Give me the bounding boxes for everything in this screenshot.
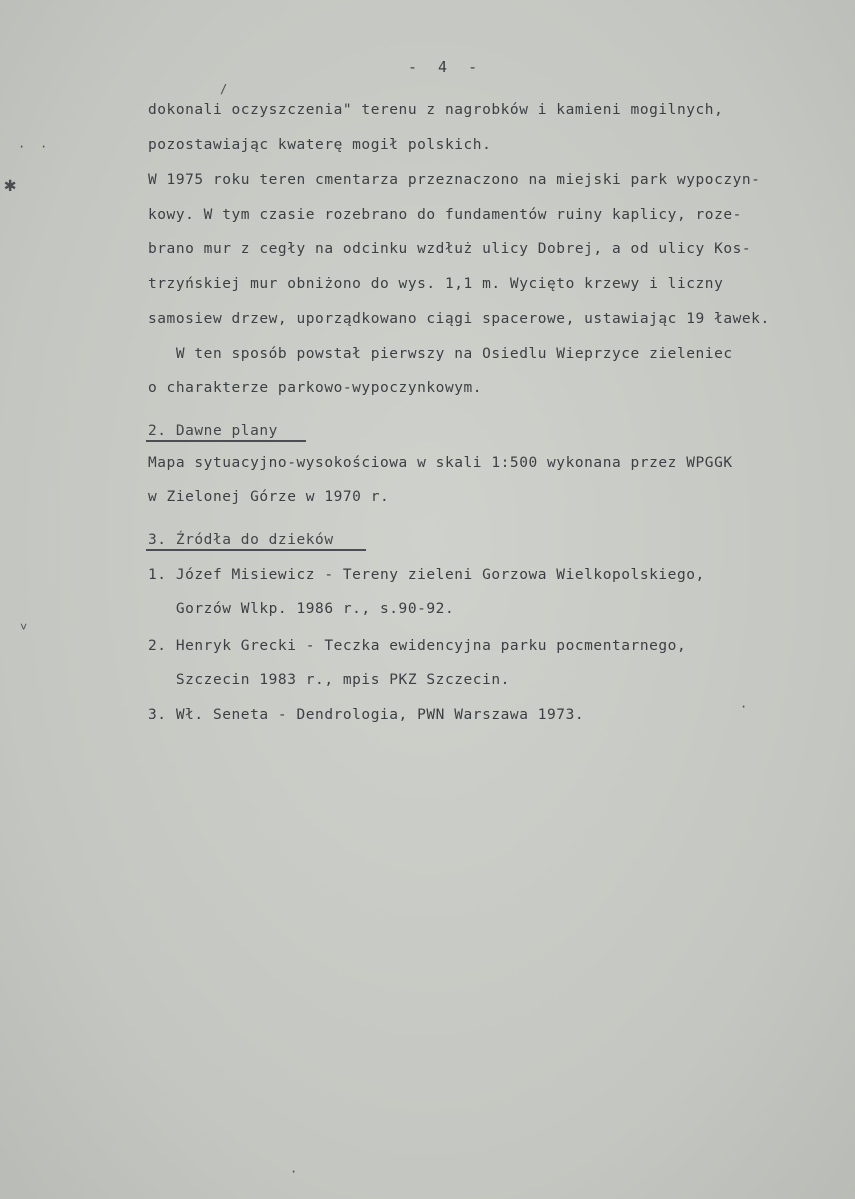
paragraph-line: trzyńskiej mur obniżono do wys. 1,1 m. Wycięto krzewy i liczny bbox=[148, 276, 724, 292]
margin-mark: ˅ bbox=[20, 620, 28, 634]
section-line: Mapa sytuacyjno-wysokościowa w skali 1:500 wykonana przez WPGGK bbox=[148, 455, 733, 471]
source-line: 1. Józef Misiewicz - Tereny zieleni Gorzowa Wielkopolskiego, bbox=[148, 567, 705, 583]
heading-underline bbox=[146, 549, 366, 551]
paragraph-line: o charakterze parkowo-wypoczynkowym. bbox=[148, 380, 483, 396]
margin-mark: / bbox=[220, 82, 228, 96]
heading-underline bbox=[146, 440, 306, 442]
margin-mark: · bbox=[40, 140, 48, 154]
paragraph-line: kowy. W tym czasie rozebrano do fundamentów ruiny kaplicy, roze- bbox=[148, 207, 742, 223]
section-line: w Zielonej Górze w 1970 r. bbox=[148, 489, 390, 505]
paragraph-line: W ten sposób powstał pierwszy na Osiedlu Wieprzyce zieleniec bbox=[148, 346, 733, 362]
paragraph-line: brano mur z cegły na odcinku wzdłuż ulicy Dobrej, a od ulicy Kos- bbox=[148, 241, 752, 257]
source-line: 2. Henryk Grecki - Teczka ewidencyjna parku pocmentarnego, bbox=[148, 638, 687, 654]
page-number: - 4 - bbox=[408, 58, 484, 76]
paragraph-line: W 1975 roku teren cmentarza przeznaczono na miejski park wypoczyn- bbox=[148, 172, 761, 188]
section-heading-sources: 3. Źródła do dzieków bbox=[148, 532, 334, 548]
paragraph-line: dokonali oczyszczenia" terenu z nagrobków i kamieni mogilnych, bbox=[148, 102, 724, 118]
paragraph-line: pozostawiając kwaterę mogił polskich. bbox=[148, 137, 492, 153]
source-line: 3. Wł. Seneta - Dendrologia, PWN Warszawa 1973. bbox=[148, 707, 585, 723]
source-line: Gorzów Wlkp. 1986 r., s.90-92. bbox=[148, 601, 455, 617]
paragraph-line: samosiew drzew, uporządkowano ciągi spacerowe, ustawiając 19 ławek. bbox=[148, 311, 770, 327]
margin-mark: · bbox=[18, 140, 26, 154]
source-line: Szczecin 1983 r., mpis PKZ Szczecin. bbox=[148, 672, 510, 688]
margin-mark: · bbox=[290, 1165, 298, 1179]
margin-mark: · bbox=[740, 700, 748, 714]
margin-mark: ✱ bbox=[4, 172, 17, 196]
section-heading-plans: 2. Dawne plany bbox=[148, 423, 278, 439]
